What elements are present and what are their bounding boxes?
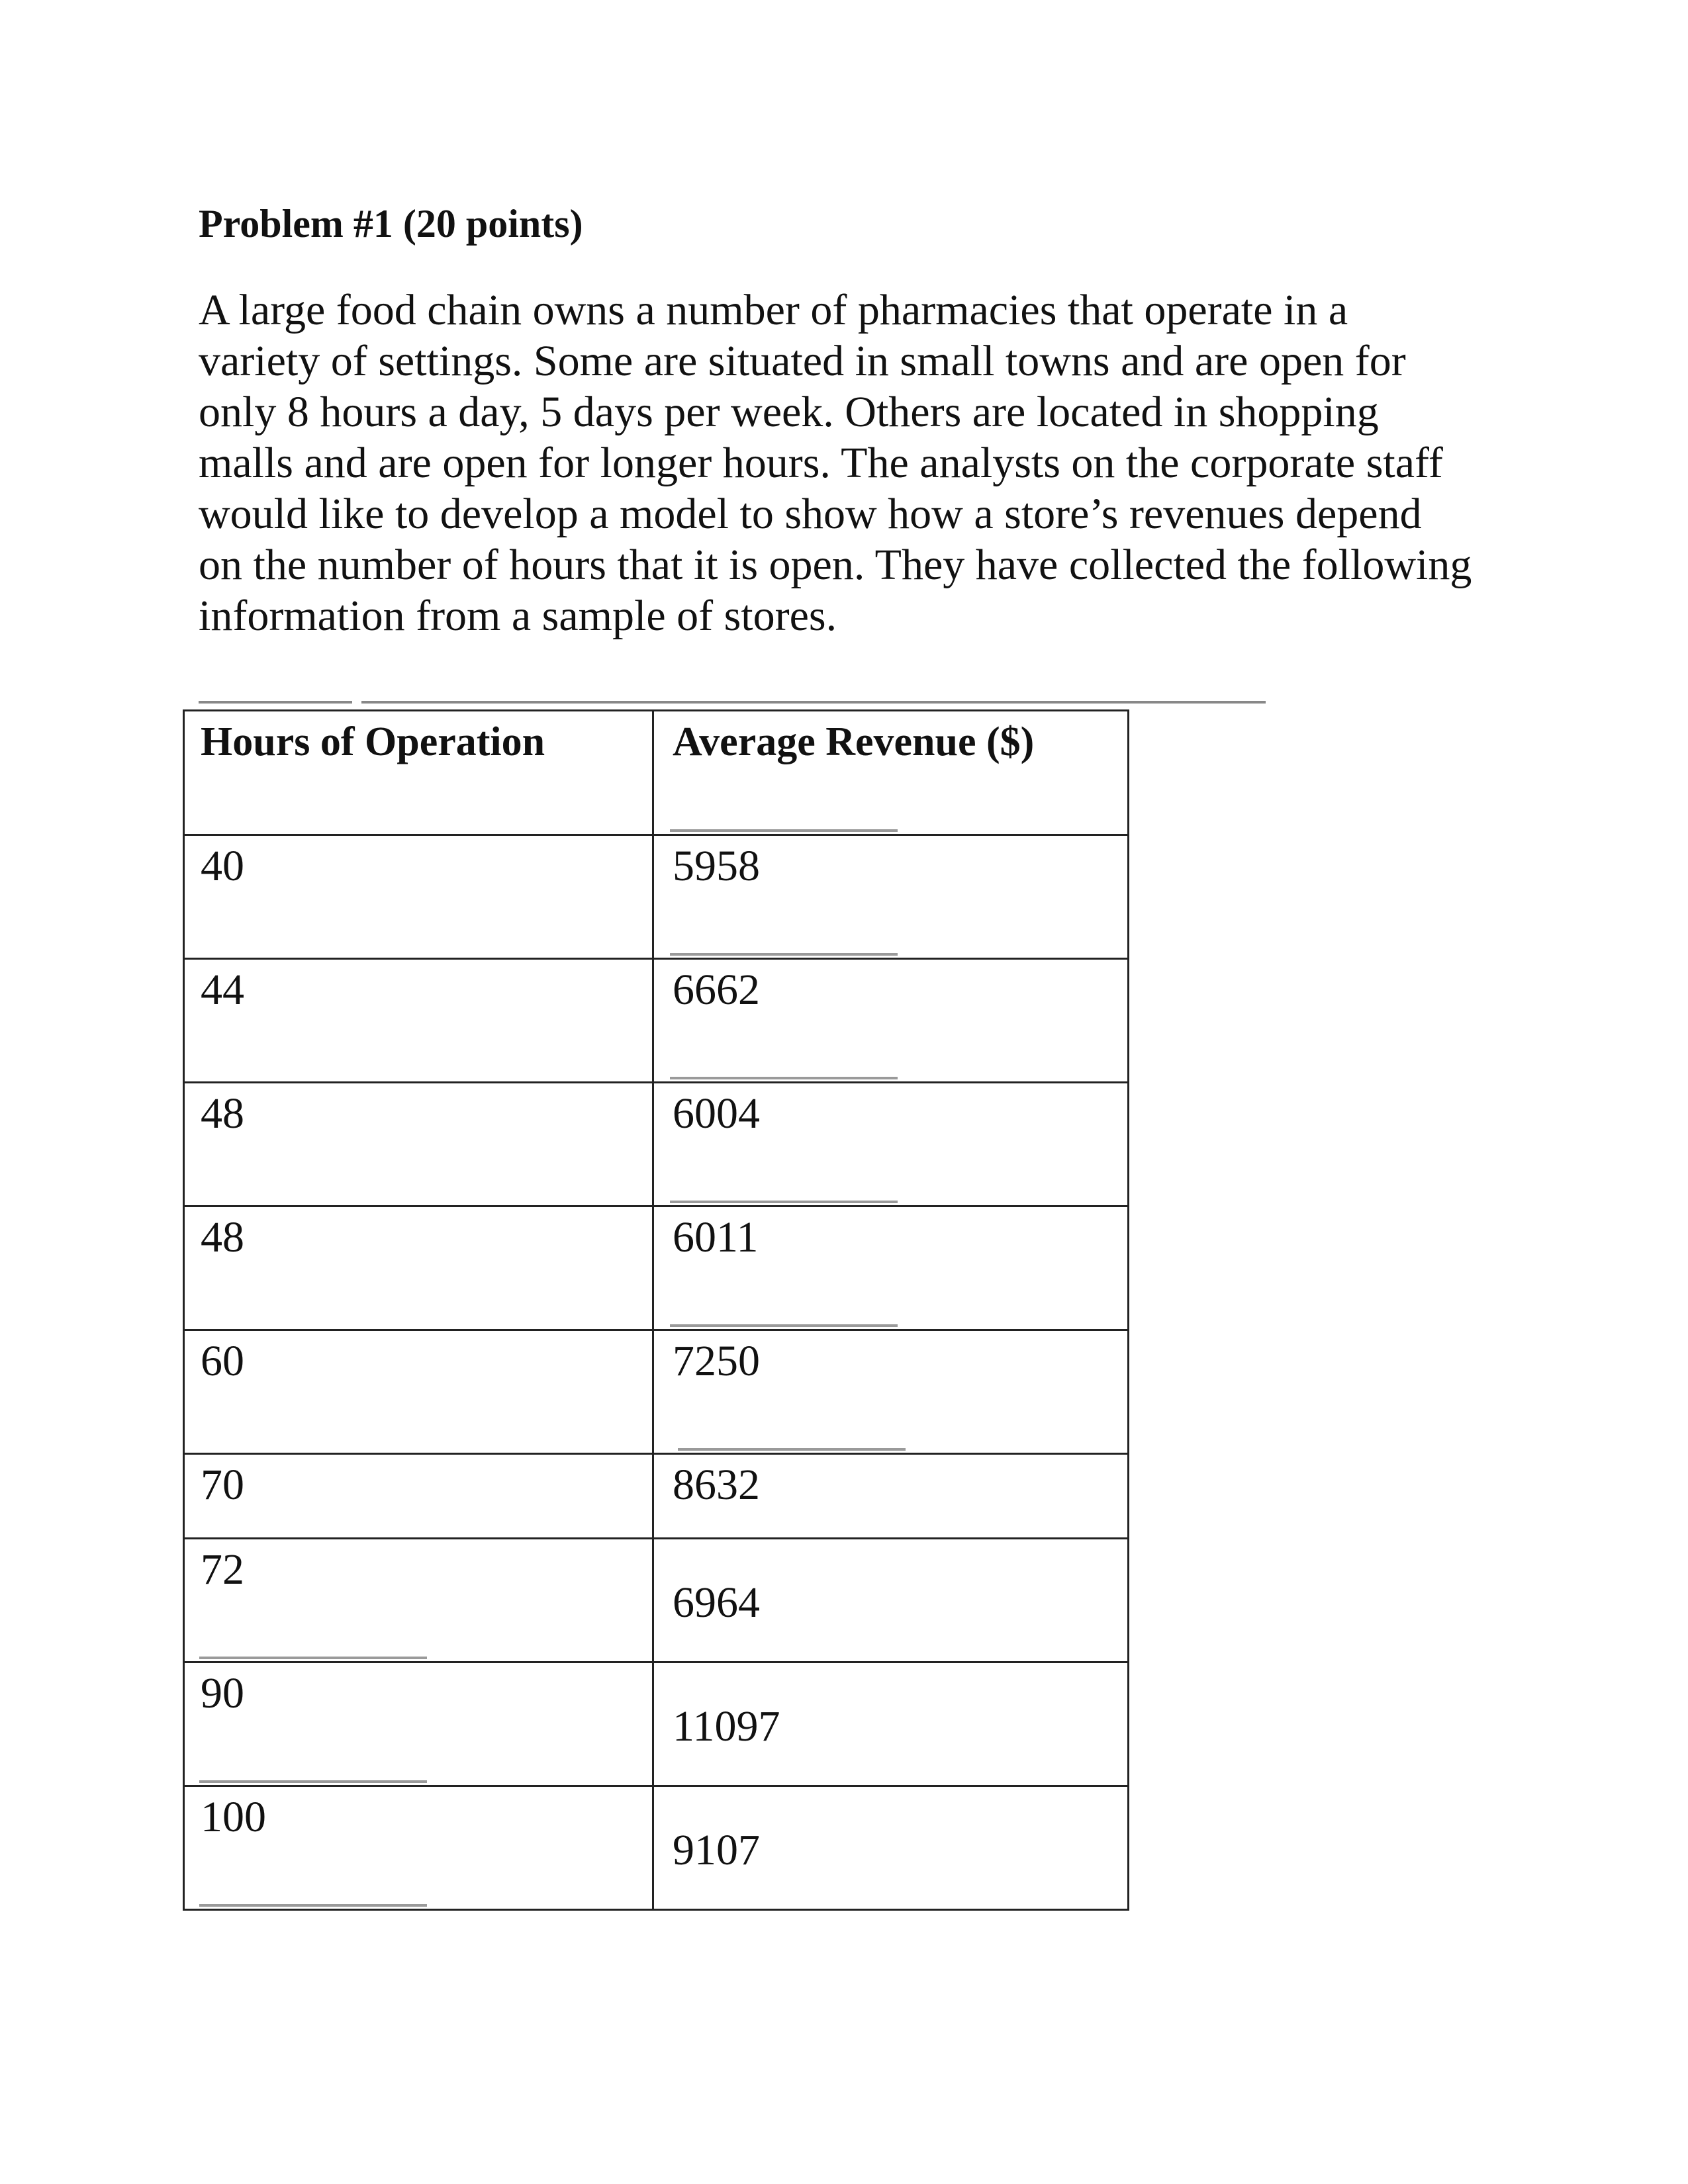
header-cell [184,711,653,835]
table-row [184,959,1129,1083]
hours-cell [184,1786,653,1910]
table-rule-right [361,701,1266,704]
header-cell [653,711,1129,835]
statement-line: variety of settings. Some are situated in small towns and are open for [199,337,1406,385]
table-row [184,1786,1129,1910]
hours-cell [184,1454,653,1539]
table-row [184,1083,1129,1206]
revenue-value: 6662 [673,966,760,1014]
table-row [184,835,1129,959]
hours-value: 40 [201,842,244,890]
hours-value: 60 [201,1337,244,1385]
hours-value: 48 [201,1213,244,1261]
blank-underline [670,1324,898,1327]
revenue-value: 8632 [673,1461,760,1509]
statement-line: malls and are open for longer hours. The analysts on the corporate staff [199,439,1443,487]
revenue-cell [653,1206,1129,1330]
blank-underline [199,1780,427,1783]
hours-revenue-table [183,709,1129,1911]
blank-underline [199,1904,427,1907]
hours-cell [184,1206,653,1330]
table-rule-left [199,701,352,704]
table-header-row [184,711,1129,835]
revenue-cell [653,835,1129,959]
revenue-value: 9107 [673,1826,760,1874]
revenue-value: 11097 [673,1702,780,1751]
hours-value: 44 [201,966,244,1014]
table-row [184,1539,1129,1662]
hours-cell [184,1539,653,1662]
problem-statement [199,285,1523,641]
statement-line: on the number of hours that it is open. They have collected the following [199,541,1472,589]
hours-cell [184,835,653,959]
table-row [184,1330,1129,1454]
statement-line: would like to develop a model to show how a store’s revenues depend [199,490,1422,538]
hours-header: Hours of Operation [201,719,545,764]
revenue-cell [653,1539,1129,1662]
hours-cell [184,1083,653,1206]
blank-underline [670,1201,898,1203]
revenue-value: 7250 [673,1337,760,1385]
hours-cell [184,1330,653,1454]
table-row [184,1206,1129,1330]
revenue-cell [653,1786,1129,1910]
revenue-value: 6011 [673,1213,759,1261]
statement-line: information from a sample of stores. [199,592,837,640]
revenue-cell [653,1454,1129,1539]
revenue-header: Average Revenue ($) [673,719,1035,764]
revenue-cell [653,1662,1129,1786]
blank-underline [670,953,898,956]
statement-line: only 8 hours a day, 5 days per week. Others are located in shopping [199,388,1379,436]
table-row [184,1662,1129,1786]
revenue-value: 5958 [673,842,760,890]
hours-cell [184,959,653,1083]
statement-line: A large food chain owns a number of pharmacies that operate in a [199,286,1348,334]
revenue-cell [653,959,1129,1083]
hours-value: 70 [201,1461,244,1509]
problem-title: Problem #1 (20 points) [199,202,583,246]
hours-cell [184,1662,653,1786]
blank-underline [678,1448,906,1451]
revenue-value: 6004 [673,1089,760,1138]
hours-value: 48 [201,1089,244,1138]
table-row [184,1454,1129,1539]
blank-underline [670,829,898,832]
revenue-value: 6964 [673,1578,760,1627]
hours-value: 90 [201,1669,244,1717]
hours-value: 72 [201,1545,244,1594]
blank-underline [199,1657,427,1659]
hours-value: 100 [201,1793,266,1841]
blank-underline [670,1077,898,1079]
revenue-cell [653,1083,1129,1206]
revenue-cell [653,1330,1129,1454]
